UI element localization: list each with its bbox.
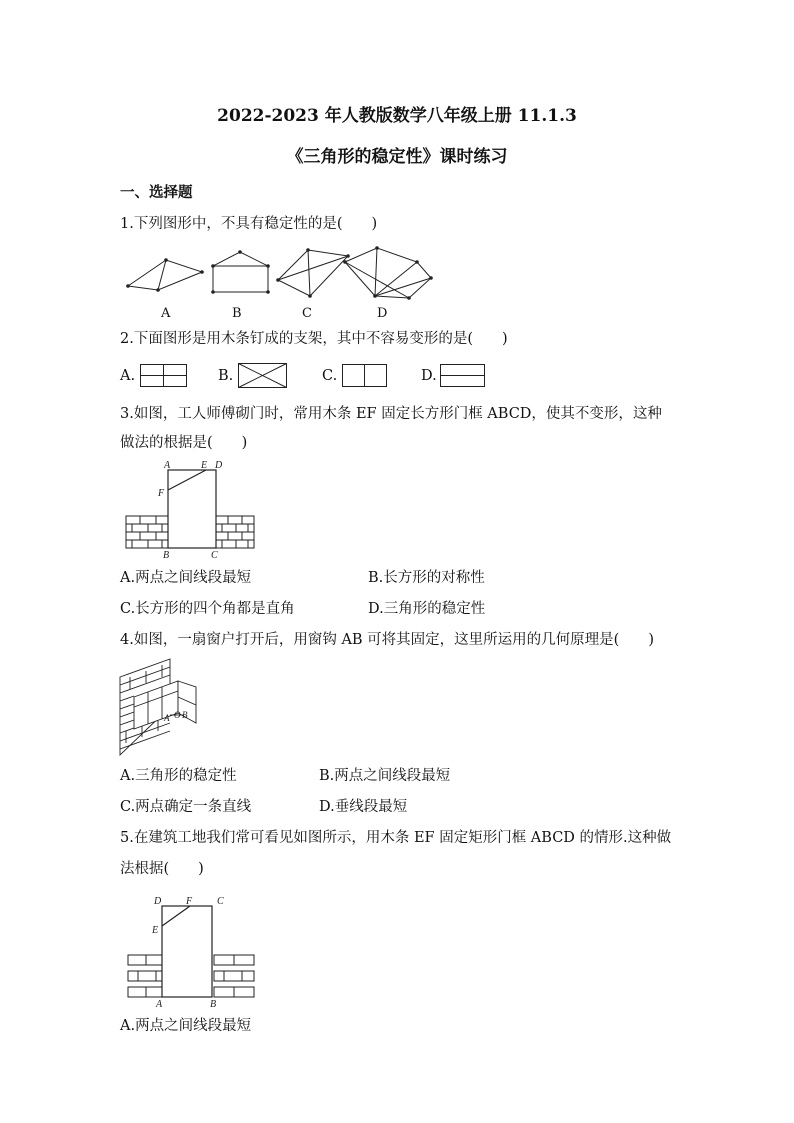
q3-label-d: D [215,460,223,471]
q2-option-a: A. [120,368,136,384]
q4-option-c: C.两点确定一条直线 [120,799,252,815]
q5-label-c: C [217,896,224,907]
q3-option-d: D.三角形的稳定性 [368,601,486,617]
q3-label-a: A [164,460,171,471]
question-5-stem-line1: 5.在建筑工地我们常可看见如图所示，用木条 EF 固定矩形门框 ABCD 的情形.这种做 [120,830,672,846]
q3-option-c: C.长方形的四个角都是直角 [120,601,295,617]
q4-label-o: O [174,710,181,720]
q5-label-f: F [186,896,193,907]
page-title-line2: 《三角形的稳定性》课时练习 [286,147,508,167]
q4-option-a: A.三角形的稳定性 [120,768,237,784]
question-2-stem: 2.下面图形是用木条钉成的支架，其中不容易变形的是( ) [120,331,508,347]
q5-label-a: A [156,999,163,1010]
question-1-stem: 1.下列图形中，不具有稳定性的是( ) [120,216,378,232]
q2-figure-a [140,364,188,388]
q3-label-e: E [201,460,208,471]
q3-label-f: F [158,488,165,499]
q4-option-d: D.垂线段最短 [319,799,408,815]
q5-option-a: A.两点之间线段最短 [120,1018,252,1034]
q2-figure-d [440,364,486,388]
q3-label-c: C [211,550,218,561]
q1-label-a: A [161,306,171,321]
q1-label-b: B [232,306,242,321]
question-3-stem-line1: 3.如图，工人师傅砌门时，常用木条 EF 固定长方形门框 ABCD，使其不变形，这种 [120,406,662,422]
q5-label-d: D [154,896,162,907]
question-3-stem-line2: 做法的根据是( ) [120,435,248,451]
q5-label-b: B [210,999,217,1010]
question-3-figure [122,460,262,560]
q1-label-c: C [302,306,312,321]
page-title-line1: 2022-2023 年人教版数学八年级上册 11.1.3 [217,106,577,126]
q3-option-a: A.两点之间线段最短 [120,570,252,586]
q2-option-b: B. [218,368,234,384]
q1-label-d: D [377,306,388,321]
q4-label-b: B [182,710,188,720]
q5-label-e: E [152,925,159,936]
question-5-figure [124,893,264,1011]
q3-option-b: B.长方形的对称性 [368,570,485,586]
q3-label-b: B [163,550,170,561]
q2-figure-c [342,364,388,388]
q2-option-c: C. [322,368,338,384]
q4-label-a: A [164,713,170,723]
q2-figure-b [238,363,288,389]
q4-option-b: B.两点之间线段最短 [319,768,451,784]
question-4-figure [118,657,200,757]
question-4-stem: 4.如图，一扇窗户打开后，用窗钩 AB 可将其固定，这里所运用的几何原理是( ) [120,632,654,648]
section-heading-choice: 一、选择题 [120,185,193,201]
q2-option-d: D. [421,368,437,384]
question-5-stem-line2: 法根据( ) [120,861,204,877]
